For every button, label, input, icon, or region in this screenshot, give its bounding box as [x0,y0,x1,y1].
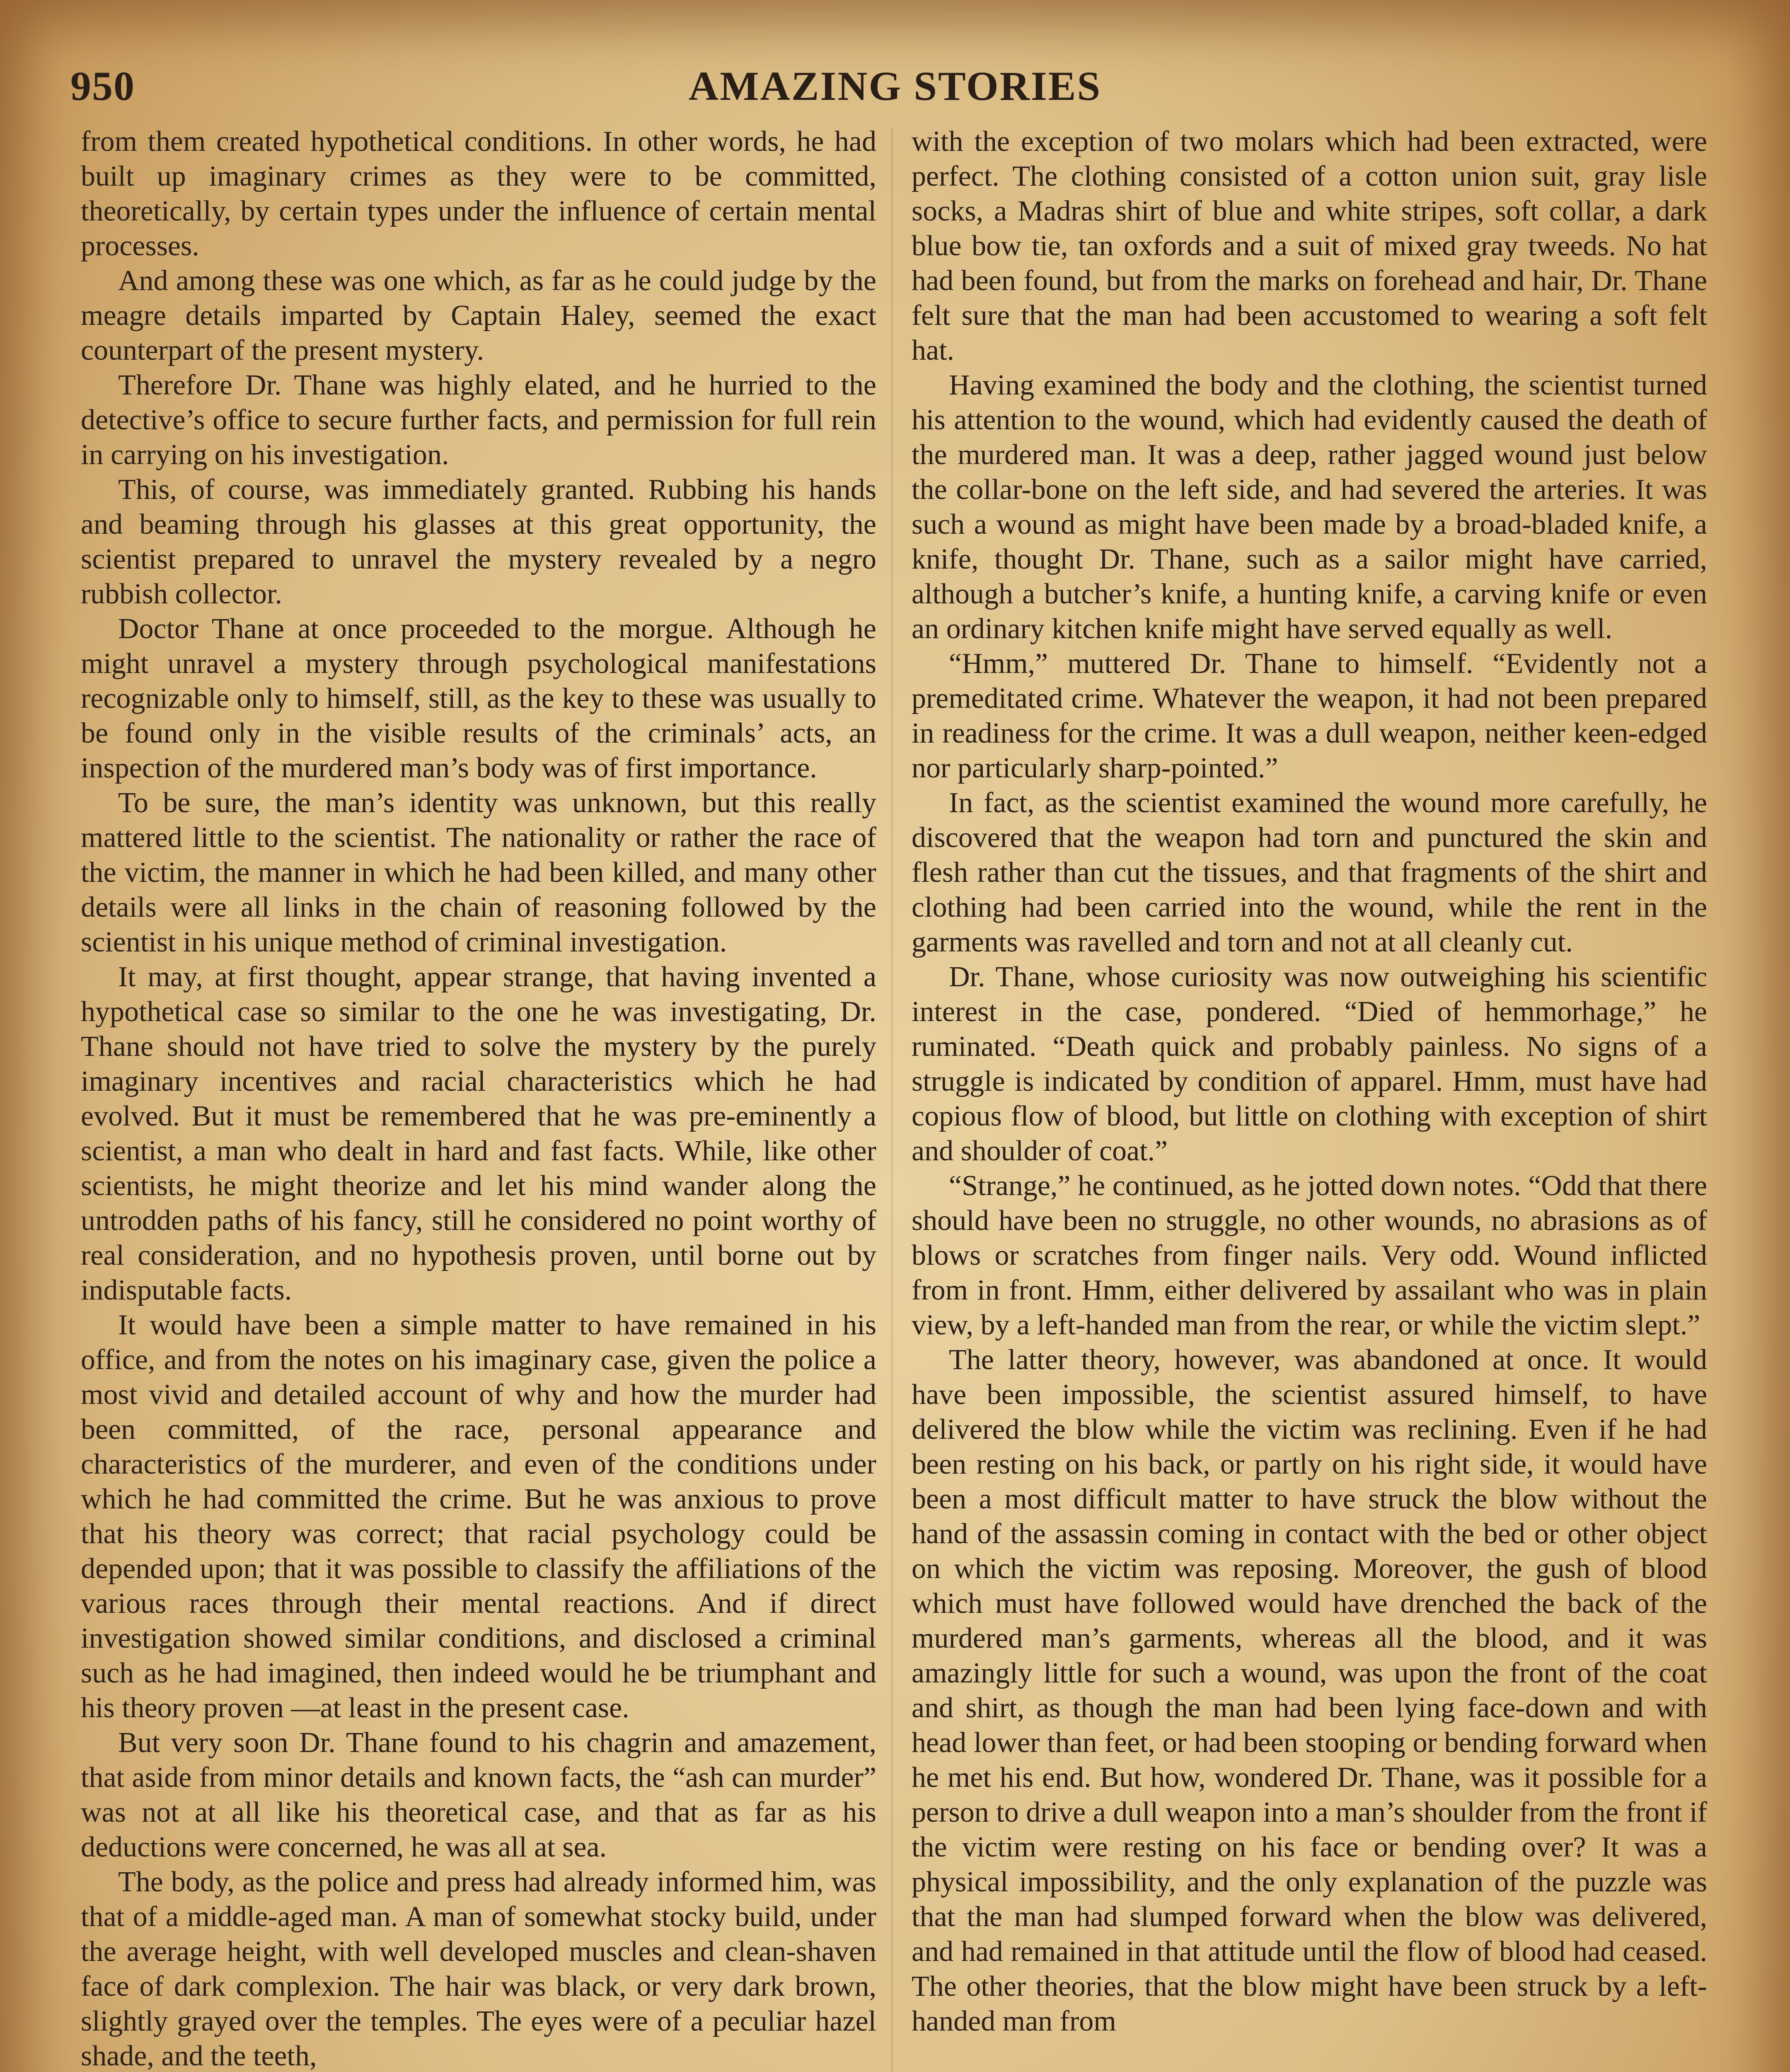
paragraph: Dr. Thane, whose curiosity was now outweighing his scientific interest in the case, pondered. “Died of hemmorhage,” he ruminated. “Death quick and probably painless. No signs of a struggle is indicated by condition of apparel. Hmm, must have had copious flow of blood, but little on clothing with exception of shirt and shoulder of coat.” [912,961,1707,1167]
paragraph: To be sure, the man’s identity was unknown, but this really mattered little to the scientist. The nationality or rather the race of the victim, the manner in which he had been killed, and many other details were all links in the chain of reasoning followed by the scientist in his unique method of criminal investigation. [81,787,876,958]
right-text-column [912,124,1707,2039]
paragraph: The latter theory, however, was abandoned at once. It would have been impossible, the scientist assured himself, to have delivered the blow while the victim was reclining. Even if he had been resting on his back, or partly on his right side, it would have been a most difficult matter to have struck the blow without the hand of the assassin coming in contact with the bed or other object on which the victim was reposing. Moreover, the gush of blood which must have followed would have drenched the back of the murdered man’s garments, whereas all the blood, and it was amazingly little for such a wound, was upon the front of the coat and shirt, as though the man had been lying face-down and with head lower than feet, or had been stooping or bending forward when he met his end. But how, wondered Dr. Thane, was it possible for a person to drive a dull weapon into a man’s shoulder from the front if the victim were resting on his face or bending over? It was a physical impossibility, and the only explanation of the puzzle was that the man had slumped forward when the blow was delivered, and had remained in that attitude until the flow of blood had ceased. The other theories, that the blow might have been struck by a left-handed man from [912,1344,1707,2037]
paragraph: But very soon Dr. Thane found to his chagrin and amazement, that aside from minor details and known facts, the “ash can murder” was not at all like his theoretical case, and that as far as his deductions were concerned, he was all at sea. [81,1727,876,1863]
paragraph: “Hmm,” muttered Dr. Thane to himself. “Evidently not a premeditated crime. Whatever the weapon, it had not been prepared in readiness for the crime. It was a dull weapon, neither keen-edged nor particularly sharp-pointed.” [912,648,1707,784]
paragraph: In fact, as the scientist examined the wound more carefully, he discovered that the weapon had torn and punctured the skin and flesh rather than cut the tissues, and that fragments of the shirt and clothing had been carried into the wound, while the rent in the garments was ravelled and torn and not at all cleanly cut. [912,787,1707,958]
page-header [70,62,1720,124]
paragraph: “Strange,” he continued, as he jotted down notes. “Odd that there should have been no struggle, no other wounds, no abrasions as of blows or scratches from finger nails. Very odd. Wound inflicted from in front. Hmm, either delivered by assailant who was in plain view, by a left-handed man from the rear, or while the victim slept.” [912,1170,1707,1341]
column-gutter [892,128,893,2072]
paragraph: with the exception of two molars which had been extracted, were perfect. The clothing consisted of a cotton union suit, gray lisle socks, a Madras shirt of blue and white stripes, soft collar, a dark blue bow tie, tan oxfords and a suit of mixed gray tweeds. No hat had been found, but from the marks on forehead and hair, Dr. Thane felt sure that the man had been accustomed to wearing a soft felt hat. [912,126,1707,366]
paragraph: It would have been a simple matter to have remained in his office, and from the notes on his imaginary case, given the police a most vivid and detailed account of why and how the murder had been committed, of the race, personal appearance and characteristics of the murderer, and even of the conditions under which he had committed the crime. But he was anxious to prove that his theory was correct; that racial psychology could be depended upon; that it was possible to classify the affiliations of the various races through their mental reactions. And if direct investigation showed similar conditions, and disclosed a criminal such as he had imagined, then indeed would he be triumphant and his theory proven —at least in the present case. [81,1309,876,1724]
paragraph: Doctor Thane at once proceeded to the morgue. Although he might unravel a mystery through psychological manifestations recognizable only to himself, still, as the key to these was usually to be found only in the visible results of the criminals’ acts, an inspection of the murdered man’s body was of first importance. [81,613,876,784]
paragraph: Therefore Dr. Thane was highly elated, and he hurried to the detective’s office to secure further facts, and permission for full rein in carrying on his investigation. [81,369,876,471]
page-number: 950 [70,63,135,109]
paragraph: The body, as the police and press had already informed him, was that of a middle-aged man. A man of somewhat stocky build, under the average height, with well developed muscles and clean-shaven face of dark complexion. The hair was black, or very dark brown, slightly grayed over the temples. The eyes were of a peculiar hazel shade, and the teeth, [81,1866,876,2072]
paragraph: It may, at first thought, appear strange, that having invented a hypothetical case so similar to the one he was investigating, Dr. Thane should not have tried to solve the mystery by the purely imaginary incentives and racial characteristics which he had evolved. But it must be remembered that he was pre-eminently a scientist, a man who dealt in hard and fast facts. While, like other scientists, he might theorize and let his mind wander along the untrodden paths of his fancy, still he considered no point worthy of real consideration, and no hypothesis proven, until borne out by indisputable facts. [81,961,876,1306]
paragraph: And among these was one which, as far as he could judge by the meagre details imparted by Captain Haley, seemed the exact counterpart of the present mystery. [81,265,876,366]
paragraph: Having examined the body and the clothing, the scientist turned his attention to the wound, which had evidently caused the death of the murdered man. It was a deep, rather jagged wound just below the collar-bone on the left side, and had severed the arteries. It was such a wound as might have been made by a broad-bladed knife, a knife, thought Dr. Thane, such as a sailor might have carried, although a butcher’s knife, a hunting knife, a carving knife or even an ordinary kitchen knife might have served equally as well. [912,369,1707,645]
magazine-title: AMAZING STORIES [688,63,1102,109]
paragraph: from them created hypothetical conditions. In other words, he had built up imaginary crimes as they were to be committed, theoretically, by certain types under the influence of certain mental processes. [81,126,876,262]
paragraph: This, of course, was immediately granted. Rubbing his hands and beaming through his glasses at this great opportunity, the scientist prepared to unravel the mystery revealed by a negro rubbish collector. [81,474,876,610]
left-text-column [81,124,876,2072]
